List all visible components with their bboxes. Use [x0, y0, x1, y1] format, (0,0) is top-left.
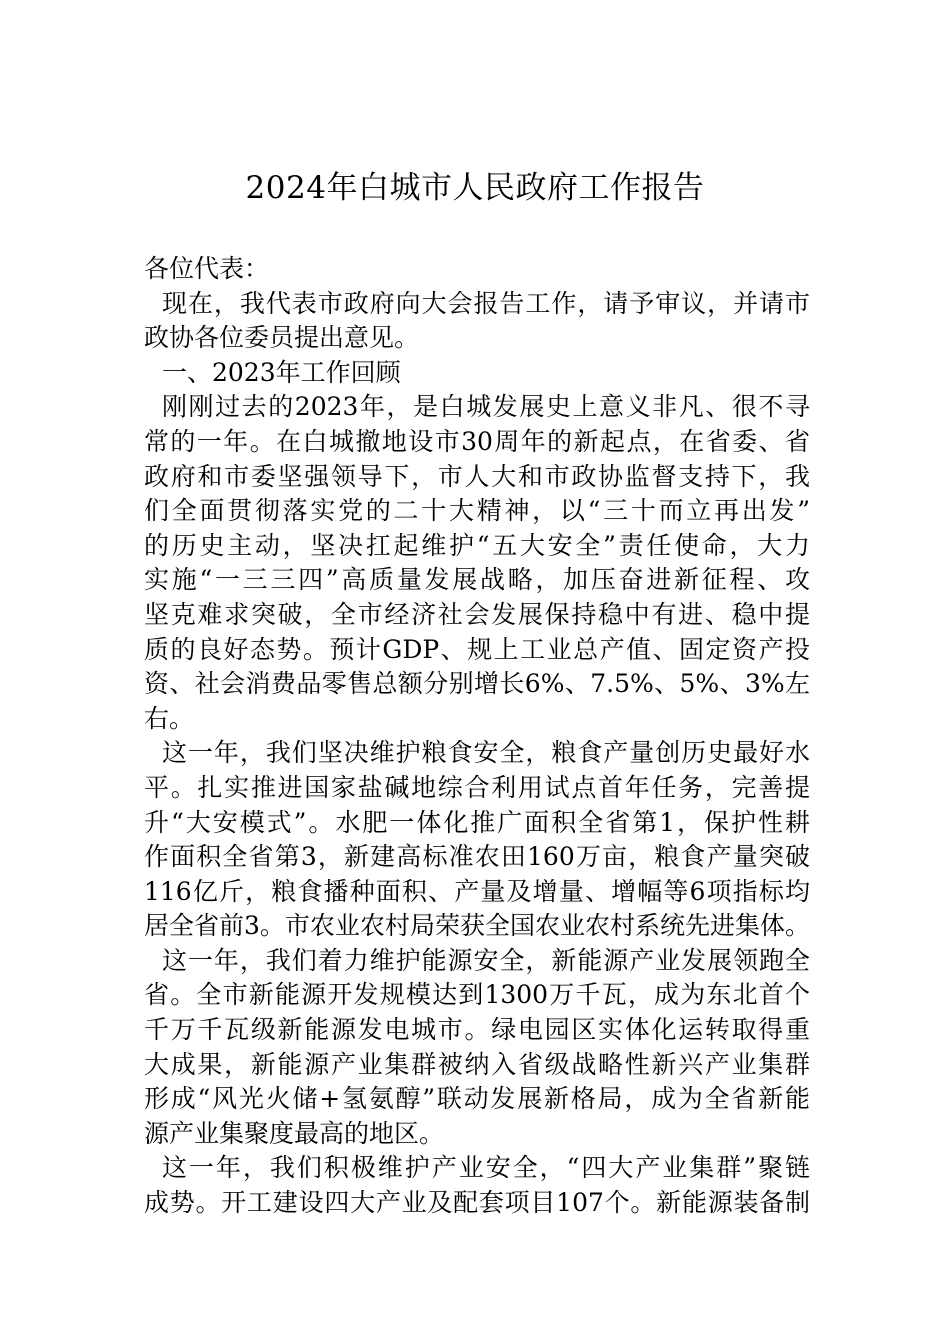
- text-line: 千万千瓦级新能源发电城市。绿电园区实体化运转取得重: [144, 1015, 810, 1045]
- text-line: 大成果，新能源产业集群被纳入省级战略性新兴产业集群: [144, 1049, 810, 1079]
- text-line: 一、2023年工作回顾: [162, 357, 401, 387]
- text-line: 政协各位委员提出意见。: [144, 323, 420, 353]
- text-line: 这一年，我们着力维护能源安全，新能源产业发展领跑全: [162, 945, 810, 975]
- text-line: 形成“风光火储+氢氨醇”联动发展新格局，成为全省新能: [144, 1084, 810, 1114]
- text-line: 资、社会消费品零售总额分别增长6%、7.5%、5%、3%左: [144, 669, 810, 699]
- text-line: 成势。开工建设四大产业及配套项目107个。新能源装备制: [144, 1188, 810, 1218]
- text-line: 省。全市新能源开发规模达到1300万千瓦，成为东北首个: [144, 980, 810, 1010]
- text-line: 现在，我代表市政府向大会报告工作，请予审议，并请市: [162, 288, 810, 318]
- text-line: 们全面贯彻落实党的二十大精神，以“三十而立再出发”: [144, 496, 810, 526]
- text-line: 刚刚过去的2023年，是白城发展史上意义非凡、很不寻: [162, 392, 810, 422]
- text-line: 质的良好态势。预计GDP、规上工业总产值、固定资产投: [144, 634, 810, 664]
- document-title: 2024年白城市人民政府工作报告: [245, 170, 705, 206]
- text-line: 的历史主动，坚决扛起维护“五大安全”责任使命，大力: [144, 530, 810, 560]
- document-body: [144, 252, 810, 1221]
- text-line: 源产业集聚度最高的地区。: [144, 1118, 445, 1148]
- text-line: 右。: [144, 703, 195, 733]
- text-line: 政府和市委坚强领导下，市人大和市政协监督支持下，我: [144, 461, 810, 491]
- text-line: 常的一年。在白城撤地设市30周年的新起点，在省委、省: [144, 426, 810, 456]
- text-line: 坚克难求突破，全市经济社会发展保持稳中有进、稳中提: [144, 599, 810, 629]
- text-line: 116亿斤，粮食播种面积、产量及增量、增幅等6项指标均: [144, 876, 810, 906]
- text-line: 实施“一三三四”高质量发展战略，加压奋进新征程、攻: [144, 565, 810, 595]
- text-line: 升“大安模式”。水肥一体化推广面积全省第1，保护性耕: [144, 807, 810, 837]
- text-line: 平。扎实推进国家盐碱地综合利用试点首年任务，完善提: [144, 772, 810, 802]
- text-line: 居全省前3。市农业农村局荣获全国农业农村系统先进集体。: [144, 911, 810, 941]
- text-line: 这一年，我们积极维护产业安全，“四大产业集群”聚链: [162, 1153, 810, 1183]
- text-line: 作面积全省第3，新建高标准农田160万亩，粮食产量突破: [144, 842, 810, 872]
- text-line: 各位代表：: [144, 254, 270, 283]
- text-line: 这一年，我们坚决维护粮食安全，粮食产量创历史最好水: [162, 738, 810, 768]
